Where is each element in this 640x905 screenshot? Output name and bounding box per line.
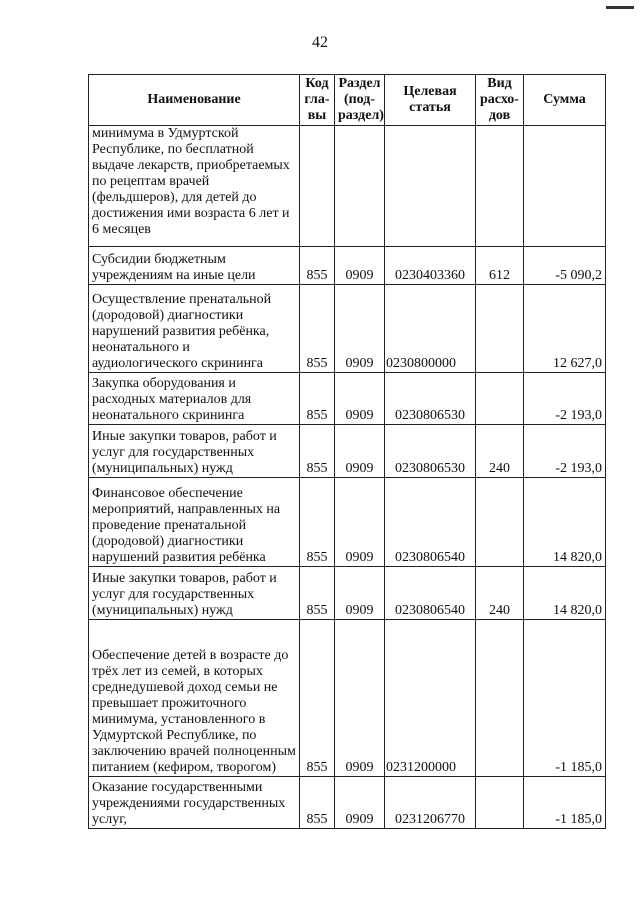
- page-corner-mark: [606, 6, 634, 9]
- row-code: 855: [300, 478, 335, 567]
- row-section: 0909: [335, 373, 385, 425]
- row-name: Иные закупки товаров, работ и услуг для государственных (муниципальных) нужд: [89, 567, 300, 620]
- row-section: 0909: [335, 425, 385, 478]
- row-type: 240: [476, 425, 524, 478]
- row-name: минимума в Удмуртской Республике, по бесплатной выдаче лекарств, приобретаемых по рецептам врачей (фельдшеров), для детей до достижения ими возраста 6 лет и 6 месяцев: [89, 126, 300, 247]
- row-type: 612: [476, 247, 524, 285]
- row-target: 0231206770: [385, 777, 476, 829]
- row-type: [476, 285, 524, 373]
- table-row: [89, 567, 606, 620]
- row-code: 855: [300, 285, 335, 373]
- budget-table: [88, 74, 606, 829]
- row-type: [476, 478, 524, 567]
- row-section: [335, 126, 385, 247]
- table-row: [89, 620, 606, 777]
- header-name: Наименование: [89, 75, 300, 126]
- row-target: 0231200000: [385, 620, 476, 777]
- row-code: 855: [300, 247, 335, 285]
- row-name: Осуществление пренатальной (дородовой) диагностики нарушений развития ребёнка, неонатального и аудиологического скрининга: [89, 285, 300, 373]
- row-target: 0230806530: [385, 425, 476, 478]
- row-code: 855: [300, 425, 335, 478]
- row-type: [476, 777, 524, 829]
- row-sum: -5 090,2: [524, 247, 606, 285]
- table-row: [89, 285, 606, 373]
- row-target: 0230806530: [385, 373, 476, 425]
- table-row: [89, 247, 606, 285]
- table-header-row: [89, 75, 606, 126]
- row-sum: -2 193,0: [524, 425, 606, 478]
- row-name: Финансовое обеспечение мероприятий, направленных на проведение пренатальной (дородовой) диагностики нарушений развития ребёнка: [89, 478, 300, 567]
- row-target: 0230403360: [385, 247, 476, 285]
- row-section: 0909: [335, 777, 385, 829]
- row-section: 0909: [335, 567, 385, 620]
- table-row: [89, 126, 606, 247]
- row-target: 0230806540: [385, 478, 476, 567]
- row-sum: [524, 126, 606, 247]
- row-section: 0909: [335, 620, 385, 777]
- header-section: Раздел (под-раздел): [335, 75, 385, 126]
- table-row: [89, 777, 606, 829]
- row-name: Иные закупки товаров, работ и услуг для государственных (муниципальных) нужд: [89, 425, 300, 478]
- row-target: 0230800000: [385, 285, 476, 373]
- row-code: 855: [300, 567, 335, 620]
- table-row: [89, 373, 606, 425]
- page-number: 42: [312, 34, 328, 51]
- header-target: Целевая статья: [385, 75, 476, 126]
- row-type: 240: [476, 567, 524, 620]
- row-target: [385, 126, 476, 247]
- header-sum: Сумма: [524, 75, 606, 126]
- table-row: [89, 425, 606, 478]
- row-name: Закупка оборудования и расходных материалов для неонатального скрининга: [89, 373, 300, 425]
- row-sum: 12 627,0: [524, 285, 606, 373]
- table-row: [89, 478, 606, 567]
- row-sum: -1 185,0: [524, 620, 606, 777]
- row-name: Обеспечение детей в возрасте до трёх лет из семей, в которых среднедушевой доход семьи не превышает прожиточного минимума, установленного в Удмуртской Республике, по заключению врачей полноценным питанием (кефиром, творогом): [89, 620, 300, 777]
- row-sum: -1 185,0: [524, 777, 606, 829]
- row-code: 855: [300, 620, 335, 777]
- header-type: Вид расхо-дов: [476, 75, 524, 126]
- row-target: 0230806540: [385, 567, 476, 620]
- row-type: [476, 373, 524, 425]
- row-section: 0909: [335, 247, 385, 285]
- row-code: 855: [300, 373, 335, 425]
- row-sum: -2 193,0: [524, 373, 606, 425]
- row-type: [476, 126, 524, 247]
- row-name: Субсидии бюджетным учреждениям на иные цели: [89, 247, 300, 285]
- row-type: [476, 620, 524, 777]
- row-section: 0909: [335, 285, 385, 373]
- row-code: 855: [300, 777, 335, 829]
- row-section: 0909: [335, 478, 385, 567]
- row-sum: 14 820,0: [524, 478, 606, 567]
- row-sum: 14 820,0: [524, 567, 606, 620]
- header-code: Код гла-вы: [300, 75, 335, 126]
- row-name: Оказание государственными учреждениями государственных услуг,: [89, 777, 300, 829]
- row-code: [300, 126, 335, 247]
